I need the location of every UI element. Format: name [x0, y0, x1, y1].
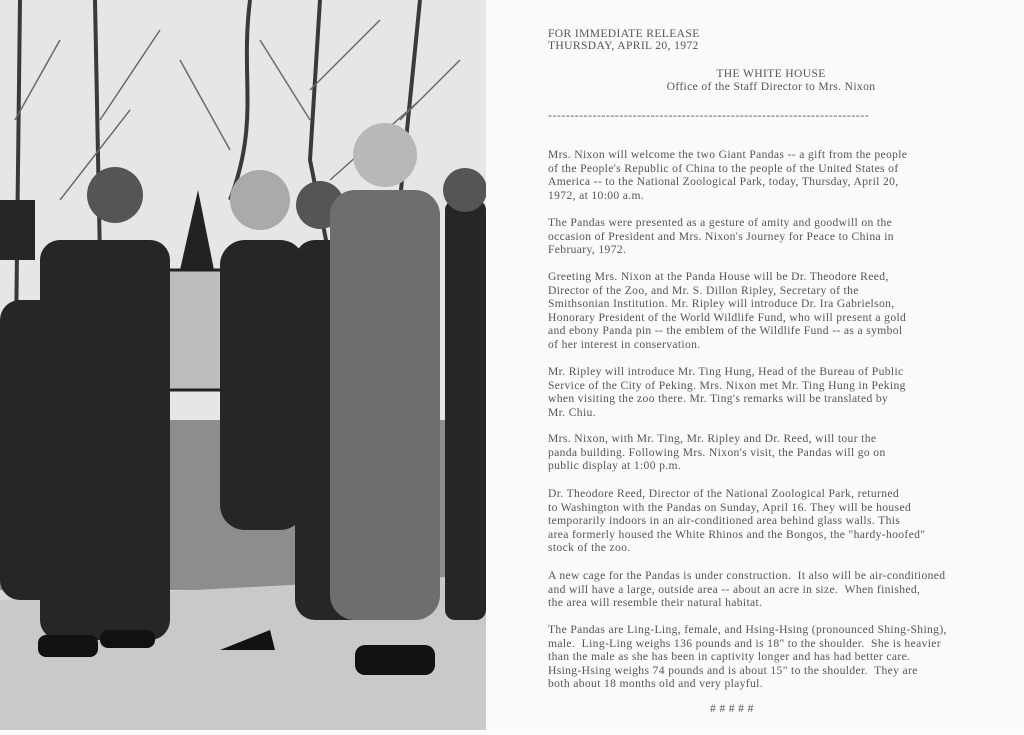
- paragraph: The Pandas were presented as a gesture of amity and goodwill on the occasion of President and Mrs. Nixon's Journey for Peace to China in February, 1972.: [548, 216, 894, 257]
- office-heading: Office of the Staff Director to Mrs. Nixon: [666, 80, 876, 93]
- release-notice: FOR IMMEDIATE RELEASE: [548, 27, 700, 40]
- end-mark: # # # # #: [710, 702, 754, 715]
- release-date: THURSDAY, APRIL 20, 1972: [548, 39, 699, 52]
- paragraph: Mrs. Nixon, with Mr. Ting, Mr. Ripley and Dr. Reed, will tour the panda building. Following Mrs. Nixon's visit, the Pandas will go on public display at 1:00 p.m.: [548, 432, 886, 473]
- paragraph: Dr. Theodore Reed, Director of the National Zoological Park, returned to Washington with the Pandas on Sunday, April 16. They will be housed temporarily indoors in an air-conditioned area behind glass walls. This area formerly housed the White Rhinos and the Bongos, the "hardy-hoofed" stock of the zoo.: [548, 487, 926, 555]
- organization-heading: THE WHITE HOUSE: [716, 67, 826, 80]
- paragraph: Greeting Mrs. Nixon at the Panda House will be Dr. Theodore Reed, Director of the Zoo, and Mr. S. Dillon Ripley, Secretary of the Smithsonian Institution. Mr. Ripley will introduce Dr. Ira Gabrielson, Honorary President of the World Wildlife Fund, who will present a gold and ebony Panda pin -- the emblem of the Wildlife Fund -- as a symbol of her interest in conservation.: [548, 270, 907, 351]
- paragraph: Mrs. Nixon will welcome the two Giant Pandas -- a gift from the people of the People's Republic of China to the people of the United States of America -- to the National Zoological Park, today, Thursday, April 20, 1972, at 10:00 a.m.: [548, 148, 908, 202]
- photo-image: [0, 0, 486, 730]
- paragraph: A new cage for the Pandas is under construction. It also will be air-conditioned and will have a large, outside area -- about an acre in size. When finished, the area will resemble their natural habitat.: [548, 569, 946, 610]
- divider-line: ------------------------------------------------------------------------: [548, 109, 870, 122]
- press-release-document: [486, 0, 1024, 730]
- paragraph: Mr. Ripley will introduce Mr. Ting Hung, Head of the Bureau of Public Service of the City of Peking. Mrs. Nixon met Mr. Ting Hung in Peking when visiting the zoo there. Mr. Ting's remarks will be translated by Mr. Chiu.: [548, 365, 906, 419]
- ceremony-photograph: [0, 0, 486, 730]
- paragraph: The Pandas are Ling-Ling, female, and Hsing-Hsing (pronounced Shing-Shing), male. Ling-Ling weighs 136 pounds and is 18" to the shoulder. She is heavier than the male as she has been in captivity longer and has had better care. Hsing-Hsing weighs 74 pounds and is about 15" to the shoulder. They are both about 18 months old and very playful.: [548, 623, 947, 691]
